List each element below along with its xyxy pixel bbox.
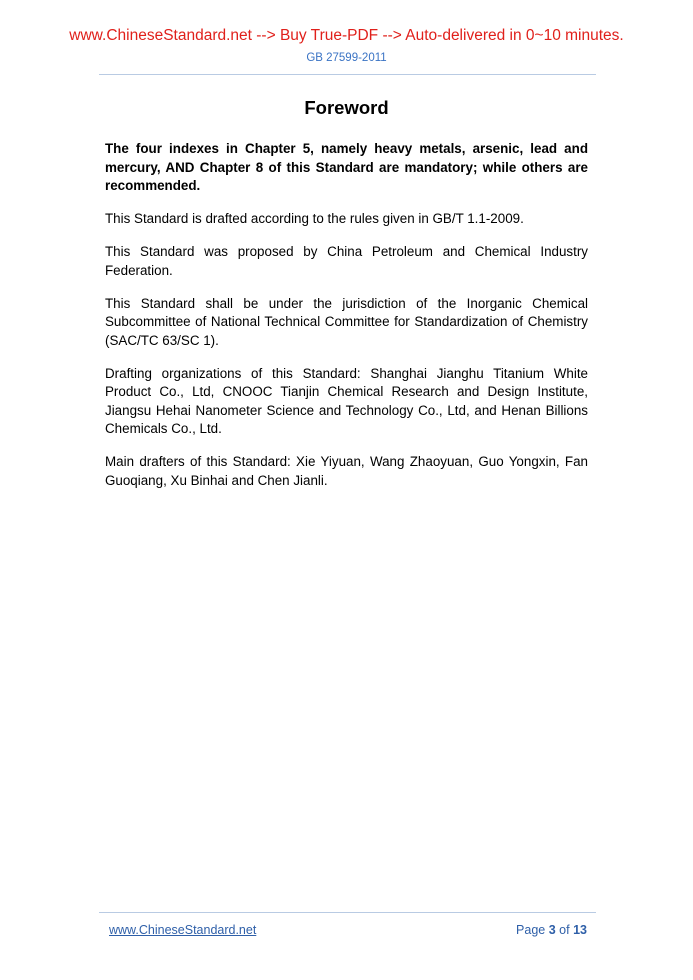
footer-website-link[interactable]: www.ChineseStandard.net (109, 923, 257, 937)
page-label: Page (516, 923, 546, 937)
foreword-body (105, 140, 588, 505)
main-drafters-paragraph: Main drafters of this Standard: Xie Yiyuan, Wang Zhaoyuan, Guo Yongxin, Fan Guoqiang, Xu Binhai and Chen Jianli. (105, 454, 588, 488)
total-pages: 13 (573, 923, 587, 937)
jurisdiction-paragraph: This Standard shall be under the jurisdiction of the Inorganic Chemical Subcommittee of National Technical Committee for Standardization of Chemistry (SAC/TC 63/SC 1). (105, 295, 588, 348)
page-number (516, 923, 587, 937)
header-divider (99, 74, 596, 75)
page-of-label: of (559, 923, 570, 937)
footer-divider (99, 912, 596, 913)
top-banner-link[interactable]: www.ChineseStandard.net --> Buy True-PDF --> Auto-delivered in 0~10 minutes. (69, 27, 624, 44)
drafting-rules-paragraph: This Standard is drafted according to the rules given in GB/T 1.1-2009. (105, 211, 524, 226)
document-code: GB 27599-2011 (306, 52, 387, 64)
drafting-organizations-paragraph: Drafting organizations of this Standard: Shanghai Jianghu Titanium White Product Co., Ltd, CNOOC Tianjin Chemical Research and Design Institute, Jiangsu Hehai Nanometer Science and Technology Co., Ltd, and Henan Billions Chemicals Co., Ltd. (105, 365, 588, 436)
proposer-paragraph: This Standard was proposed by China Petroleum and Chemical Industry Federation. (105, 244, 588, 278)
current-page: 3 (548, 923, 556, 937)
mandatory-clause-paragraph: The four indexes in Chapter 5, namely heavy metals, arsenic, lead and mercury, AND Chapter 8 of this Standard are mandatory; while others are recommended. (105, 141, 588, 193)
page-title: Foreword (304, 97, 389, 118)
